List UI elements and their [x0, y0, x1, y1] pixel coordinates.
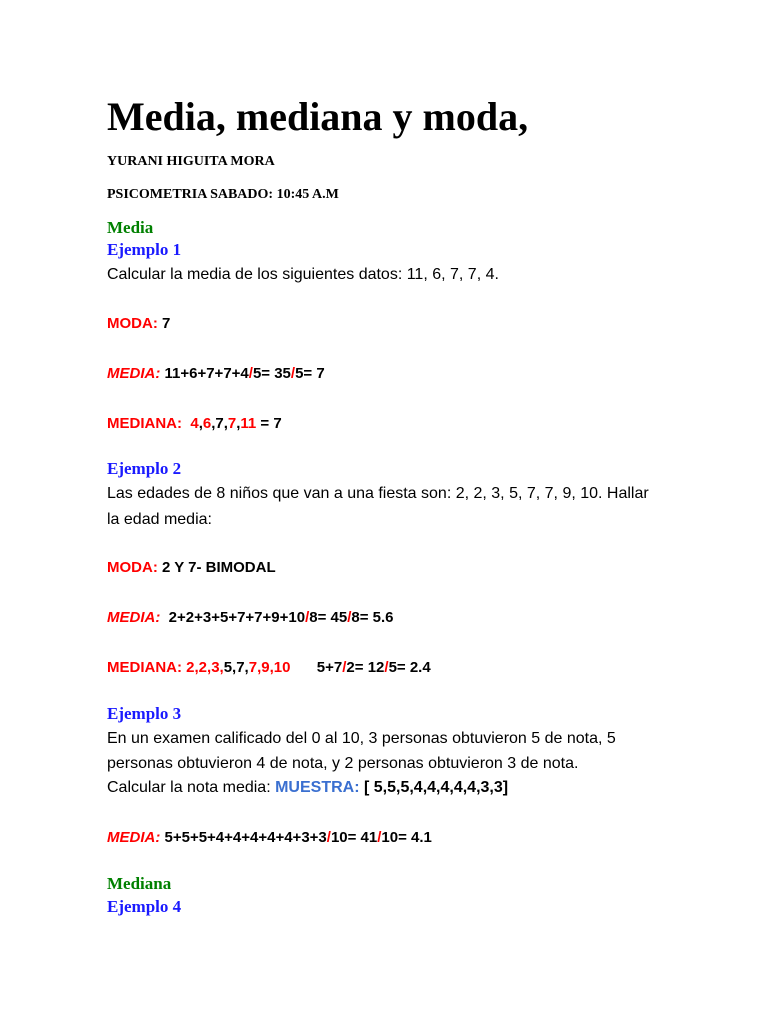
example-3-text-line1: En un examen calificado del 0 al 10, 3 personas obtuvieron 5 de nota, 5 — [107, 730, 616, 747]
mediana-value: 11 — [240, 415, 257, 432]
slash: / — [377, 829, 382, 846]
slash: / — [342, 659, 347, 676]
muestra-value: [ 5,5,5,4,4,4,4,4,3,3] — [363, 779, 509, 796]
ex1-media-line — [107, 364, 325, 384]
example-2-label: Ejemplo 2 — [107, 459, 182, 478]
mediana-values-high: 7,9,10 — [248, 659, 291, 676]
example-2-text-line1: Las edades de 8 niños que van a una fiesta son: 2, 2, 3, 5, 7, 7, 9, 10. Hallar — [107, 485, 649, 502]
mediana-value: 6 — [202, 415, 212, 432]
media-label: MEDIA: — [107, 609, 161, 626]
example-3-text-prefix: Calcular la nota media: — [107, 779, 271, 796]
media-sum: 11+6+7+7+4 — [164, 365, 249, 382]
mediana-calc-mid: 2= 12 — [346, 659, 385, 676]
media-sum: 5+5+5+4+4+4+4+4+3+3 — [164, 829, 327, 846]
ex3-media-line — [107, 828, 432, 848]
course-info: PSICOMETRIA SABADO: 10:45 A.M — [107, 187, 339, 202]
moda-label: MODA: — [107, 315, 158, 332]
mediana-value: 7, — [215, 415, 228, 432]
media-mid: 5= 35 — [252, 365, 291, 382]
section-heading-mediana: Mediana — [107, 874, 172, 893]
moda-value: 7 — [162, 315, 171, 332]
slash: / — [305, 609, 310, 626]
media-mid: 10= 41 — [330, 829, 378, 846]
ex1-moda-line — [107, 314, 170, 334]
media-result: 10= 4.1 — [381, 829, 432, 846]
mediana-label: MEDIANA: — [107, 415, 182, 432]
media-sum: 2+2+3+5+7+7+9+10 — [168, 609, 306, 626]
comma: , — [198, 415, 203, 432]
example-3-text-line2: personas obtuvieron 4 de nota, y 2 personas obtuvieron 3 de nota. — [107, 755, 579, 772]
ex2-mediana-line — [107, 658, 431, 678]
mediana-calc-result: 5= 2.4 — [388, 659, 431, 676]
mediana-value: 7 — [227, 415, 237, 432]
comma: , — [211, 415, 216, 432]
moda-label: MODA: — [107, 559, 158, 576]
slash: / — [347, 609, 352, 626]
media-label: MEDIA: — [107, 365, 161, 382]
moda-value: 2 Y 7- BIMODAL — [162, 559, 276, 576]
media-result: 8= 5.6 — [351, 609, 394, 626]
page-title: Media, mediana y moda, — [107, 94, 529, 139]
slash: / — [326, 829, 331, 846]
ex2-media-line — [107, 608, 394, 628]
media-mid: 8= 45 — [309, 609, 348, 626]
comma: , — [236, 415, 241, 432]
example-2-text-line2: la edad media: — [107, 511, 212, 528]
ex1-mediana-line — [107, 414, 282, 434]
example-3-label: Ejemplo 3 — [107, 704, 182, 723]
example-4-label: Ejemplo 4 — [107, 897, 182, 916]
example-1-text: Calcular la media de los siguientes datos: 11, 6, 7, 7, 4. — [107, 266, 499, 283]
author-name: YURANI HIGUITA MORA — [107, 154, 275, 169]
mediana-calc: 5+7 — [316, 659, 343, 676]
media-result: 5= 7 — [295, 365, 325, 382]
example-3-text-line3 — [107, 776, 508, 800]
muestra-label: MUESTRA: — [275, 779, 360, 796]
slash: / — [290, 365, 296, 382]
ex2-moda-line — [107, 558, 276, 578]
mediana-label: MEDIANA: — [107, 659, 182, 676]
mediana-values-low: 2,2,3, — [186, 659, 224, 676]
mediana-result: = 7 — [256, 415, 282, 432]
mediana-values-mid: 5,7, — [223, 659, 249, 676]
mediana-value: 4 — [190, 415, 199, 432]
section-heading-media: Media — [107, 218, 154, 237]
slash: / — [248, 365, 253, 382]
media-label: MEDIA: — [107, 829, 161, 846]
slash: / — [384, 659, 389, 676]
example-1-label: Ejemplo 1 — [107, 240, 182, 259]
